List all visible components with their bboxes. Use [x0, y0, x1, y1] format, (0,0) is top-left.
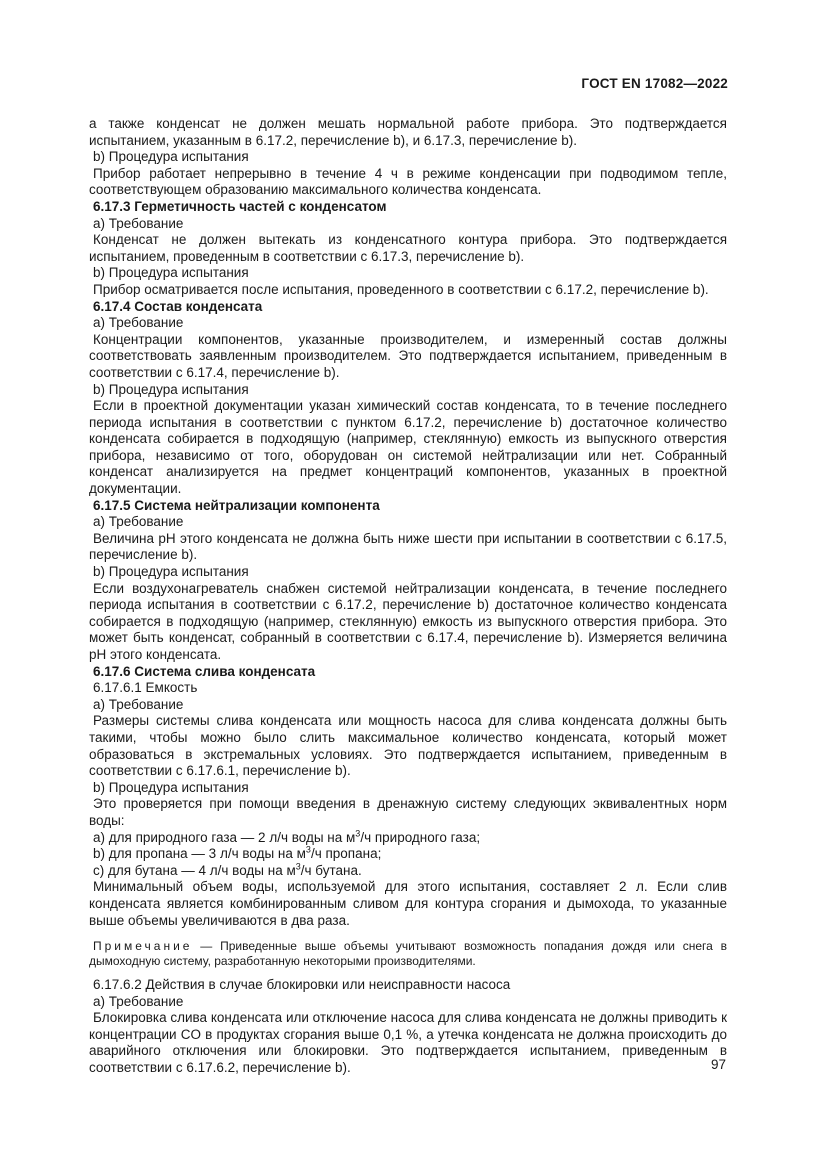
subsection-heading: 6.17.6.1 Емкость — [93, 680, 198, 696]
requirement-heading: а) Требование — [93, 696, 184, 712]
superscript: 3 — [295, 861, 301, 872]
requirement-heading: а) Требование — [93, 993, 184, 1009]
procedure-heading: b) Процедура испытания — [93, 265, 249, 281]
superscript: 3 — [355, 828, 361, 839]
list-item-c: c) для бутана — 4 л/ч воды на $м^3/ч$ бутана. — [93, 861, 362, 878]
paragraph: Прибор работает непрерывно в течение 4 ч в режиме конденсации при подводимом тепле, соответствующем образованию максимального количества конденсата. — [89, 165, 727, 198]
page-body — [89, 116, 727, 1077]
paragraph: Прибор осматривается после испытания, проведенного в соответствии с 6.17.2, перечисление b). — [93, 281, 709, 297]
note-label: Примечание — [93, 939, 193, 954]
paragraph: Это проверяется при помощи введения в дренажную систему следующих эквивалентных норм воды: — [89, 796, 727, 828]
paragraph: Размеры системы слива конденсата или мощность насоса для слива конденсата должны быть такими, чтобы можно было слить максимальное количество конденсата, который может образоваться в экстремальных условиях. Это подтверждается испытанием, приведенным в соответствии с 6.17.6.1, перечисление b). — [89, 713, 727, 779]
note — [89, 939, 727, 969]
paragraph: Конденсат не должен вытекать из конденсатного контура прибора. Это подтверждается испытанием, проведенным в соответствии с 6.17.3, перечисление b). — [89, 232, 727, 264]
section-heading-6-17-5: 6.17.5 Система нейтрализации компонента — [93, 497, 380, 513]
procedure-heading: b) Процедура испытания — [93, 779, 249, 795]
paragraph: а также конденсат не должен мешать нормальной работе прибора. Это подтверждается испытанием, указанным в 6.17.2, перечисление b), и 6.17.3, перечисление b). — [89, 116, 727, 148]
requirement-heading: а) Требование — [93, 315, 184, 331]
paragraph: Блокировка слива конденсата или отключение насоса для слива конденсата не должны приводить к концентрации CO в продуктах сгорания выше 0,1 %, а утечка конденсата не должна происходить до аварийного отключения или блокировки. Это подтверждается испытанием, приведенным в соответствии с 6.17.6.2, перечисление b). — [89, 1010, 727, 1076]
procedure-heading: b) Процедура испытания — [93, 564, 249, 580]
document-header: ГОСТ EN 17082—2022 — [581, 76, 728, 91]
subsection-heading: 6.17.6.2 Действия в случае блокировки или неисправности насоса — [93, 977, 511, 993]
paragraph: Если воздухонагреватель снабжен системой нейтрализации конденсата, в течение последнего периода испытания в соответствии с 6.17.2, перечисление b) достаточное количество конденсата собирается в подходящую (например, стеклянную) емкость из выпускного отверстия прибора. Это может быть конденсат, собранный в соответствии с 6.17.4, перечисление b). Измеряется величина pH этого конденсата. — [89, 580, 727, 662]
requirement-heading: а) Требование — [93, 215, 184, 231]
list-item-b: b) для пропана — 3 л/ч воды на $м^3/ч$ пропана; — [93, 844, 382, 862]
section-heading-6-17-3: 6.17.3 Герметичность частей с конденсатом — [93, 198, 387, 214]
requirement-heading: а) Требование — [93, 514, 184, 530]
paragraph: Если в проектной документации указан химический состав конденсата, то в течение последнего периода испытания в соответствии с пунктом 6.17.2, перечисление b) достаточное количество конденсата собирается в подходящую (например, стеклянную) емкость из выпускного отверстия прибора, независимо от того, оборудован он системой нейтрализации или нет. Собранный конденсат анализируется на предмет концентраций компонентов, указанных в проектной документации. — [89, 398, 727, 497]
list-item-a: а) для природного газа — 2 л/ч воды на $м^3/ч$ природного газа; — [93, 828, 481, 845]
paragraph: Величина pH этого конденсата не должна быть ниже шести при испытании в соответствии с 6.17.5, перечисление b). — [89, 530, 727, 563]
procedure-heading: b) Процедура испытания — [93, 381, 249, 397]
section-heading-6-17-6: 6.17.6 Система слива конденсата — [93, 663, 316, 679]
superscript: 3 — [305, 844, 311, 855]
page-number: 97 — [710, 1057, 726, 1072]
note-text: — Приведенные выше объемы учитывают возможность попадания дождя или снега в дымоходную систему, разработанную некоторыми производителями. — [89, 939, 727, 969]
procedure-heading: b) Процедура испытания — [93, 149, 249, 165]
section-heading-6-17-4: 6.17.4 Состав конденсата — [93, 298, 263, 314]
paragraph: Минимальный объем воды, используемой для этого испытания, составляет 2 л. Если слив конденсата является комбинированным сливом для контура сгорания и дымохода, то указанные выше объемы увеличиваются в два раза. — [89, 879, 727, 928]
paragraph: Концентрации компонентов, указанные производителем, и измеренный состав должны соответствовать заявленным производителем. Это подтверждается испытанием, приведенным в соответствии с 6.17.4, перечисление b). — [89, 331, 727, 380]
